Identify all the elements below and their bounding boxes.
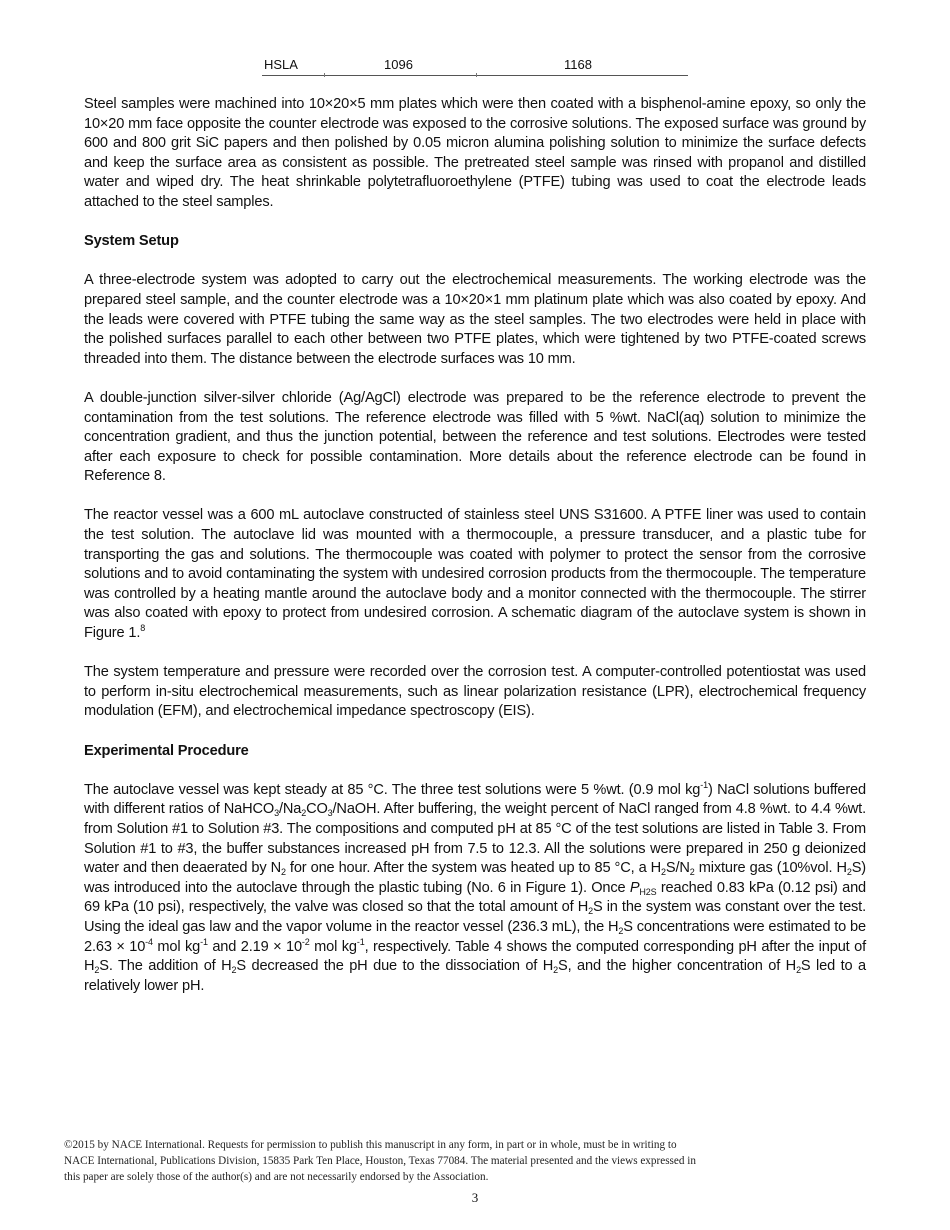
table-column-divider — [324, 73, 325, 77]
table-fragment-row — [262, 57, 688, 76]
paragraph-reactor-vessel: The reactor vessel was a 600 mL autoclave constructed of stainless steel UNS S31600. A PTFE liner was used to contain the test solution. The autoclave lid was mounted with a thermocouple, a pressure transducer, and a plastic tube for transporting the gas and solutions. The thermocouple was coated with polymer to protect the sensor from the corrosive solutions and to avoid contaminating the system with undesired corrosion products from the thermocouple. The temperature was controlled by a heating mantle around the autoclave body and a monitor connected with the thermocouple. The stirrer was also coated with epoxy to protect from undesired corrosion. A schematic diagram of the autoclave system is shown in Figure 1.$^8$ — [84, 507, 866, 642]
table-cell-material: HSLA — [264, 57, 298, 72]
heading-experimental-procedure: Experimental Procedure — [84, 742, 249, 759]
paragraph-measurements: The system temperature and pressure were recorded over the corrosion test. A computer-controlled potentiostat was used to perform in-situ electrochemical measurements, such as linear polarization resistance (LPR), electrochemical frequency modulation (EFM), and electrochemical impedance spectroscopy (EIS). — [84, 664, 866, 720]
footer-line: NACE International, Publications Division, 15835 Park Ten Place, Houston, Texas 77084. The material presented and the views expressed in — [64, 1155, 696, 1167]
table-column-divider — [476, 73, 477, 77]
paragraph-reference-electrode: A double-junction silver-silver chloride (Ag/AgCl) electrode was prepared to be the reference electrode to prevent the contamination from the test solutions. The reference electrode was filled with 5 %wt. NaCl(aq) solution to minimize the concentration gradient, and thus the junction potential, between the reference and test solutions. Electrodes were tested after each exposure to check for possible contamination. More details about the reference electrode can be found in Reference 8. — [84, 389, 866, 485]
table-cell-value-2: 1168 — [564, 57, 592, 72]
table-cell-value-1: 1096 — [384, 57, 413, 72]
footer-line: ©2015 by NACE International. Requests for permission to publish this manuscript in any form, in part or in whole, must be in writing to — [64, 1139, 677, 1151]
paragraph-procedure: The autoclave vessel was kept steady at 85 °C. The three test solutions were 5 %wt. (0.9 mol $kg^{-1}$) NaCl solutions buffered with different ratios of $NaHCO_3/Na_2CO_3$/NaOH. After buffering, the weight percent of NaCl ranged from 4.8 %wt. to 4.4 %wt. from Solution #1 to Solution #3. The compositions and computed pH at 85 °C of the test solutions are listed in Table 3. From Solution #1 to #3, the buffer substances increased pH from 7.5 to 12.3. All the solutions were prepared in 250 g deionized water and then deaerated by $N_2$ for one hour. After the system was heated up to 85 °C, a $H_2S/N_2$ mixture gas (10%vol. $H_2S$) was introduced into the autoclave through the plastic tubing (No. 6 in Figure 1). Once $P_{H2S}$ reached 0.83 kPa (0.12 psi) and 69 kPa (10 psi), respectively, the valve was closed so that the total amount of $H_2S$ in the system was constant over the test. Using the ideal gas law and the vapor volume in the reactor vessel (236.3 mL), the $H_2S$ concentrations were estimated to be $2.63 \times 10^{-4}$ mol $kg^{-1}$ and $2.19 \times 10^{-2}$ mol $kg^{-1}$, respectively. Table 4 shows the computed corresponding pH after the input of $H_2S$. The addition of $H_2S$ decreased the pH due to the dissociation of $H_2S$, and the higher concentration of $H_2S$ led to a relatively lower pH. — [84, 779, 866, 994]
paragraph-sample-prep: Steel samples were machined into 10×20×5 mm plates which were then coated with a bisphenol-amine epoxy, so only the 10×20 mm face opposite the counter electrode was exposed to the corrosive solutions. The exposed surface was ground by 600 and 800 grit SiC papers and then polished by 0.05 micron alumina polishing solution to minimize the surface defects and keep the surface area as consistent as possible. The pretreated steel sample was rinsed with propanol and distilled water and wiped dry. The heat shrinkable polytetrafluoroethylene (PTFE) tubing was used to coat the electrode leads attached to the steel samples. — [84, 96, 866, 210]
body-text — [84, 95, 866, 1016]
heading-system-setup: System Setup — [84, 233, 179, 250]
citation-ref: 8 — [140, 623, 146, 634]
footer-line: this paper are solely those of the author(s) and are not necessarily endorsed by the Association. — [64, 1171, 489, 1183]
copyright-footer — [64, 1137, 784, 1185]
paragraph-three-electrode: A three-electrode system was adopted to carry out the electrochemical measurements. The working electrode was the prepared steel sample, and the counter electrode was a 10×20×1 mm platinum plate which was also coated by epoxy. And the leads were covered with PTFE tubing the same way as the steel samples. The two electrodes were held in place with the polished surfaces parallel to each other between two PTFE plates, which were tightened by two PTFE-coated screws threaded into them. The distance between the electrode surfaces was 10 mm. — [84, 272, 866, 367]
page-number: 3 — [471, 1190, 479, 1205]
